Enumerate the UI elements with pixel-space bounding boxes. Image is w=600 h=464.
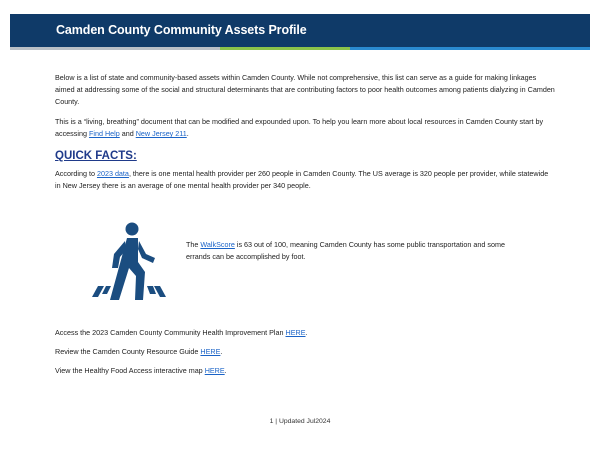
health-plan-line	[55, 327, 555, 339]
living-end-text: .	[186, 129, 189, 138]
header-stripe-gray	[10, 47, 220, 50]
data-2023-link[interactable]: 2023 data	[96, 169, 129, 178]
resource-guide-line	[55, 346, 555, 358]
living-and-text: and	[119, 129, 136, 138]
food-access-link[interactable]: HERE	[204, 366, 225, 375]
health-plan-link[interactable]: HERE	[285, 328, 306, 337]
health-plan-text: Access the 2023 Camden County Community Health Improvement Plan	[55, 328, 286, 337]
page-title: Camden County Community Assets Profile	[56, 23, 307, 37]
food-access-text: View the Healthy Food Access interactive map	[55, 366, 205, 375]
walkscore-before: The	[186, 240, 201, 249]
new-jersey-211-link[interactable]: New Jersey 211	[135, 129, 187, 138]
resource-guide-text: Review the Camden County Resource Guide	[55, 347, 201, 356]
walkscore-after: is 63 out of 100, meaning Camden County has some public transportation and some errands can be accomplished by foot.	[186, 240, 505, 261]
quick-facts-after: , there is one mental health provider per 260 people in Camden County. The US average is 320 people per provider, while statewide in New Jersey there is an average of one mental health provider per 340 people.	[55, 169, 549, 190]
walkscore-link[interactable]: WalkScore	[200, 240, 235, 249]
header-stripe-blue	[350, 47, 590, 50]
walkscore-paragraph	[186, 239, 526, 263]
health-plan-end: .	[305, 328, 308, 337]
food-access-end: .	[224, 366, 227, 375]
living-text: This is a “living, breathing” document that can be modified and expounded upon. To help you learn more about local resources in Camden County start by accessing	[55, 117, 544, 138]
quick-facts-paragraph	[55, 168, 555, 192]
page-footer: 1 | Updated Jul2024	[269, 418, 331, 425]
header-bar	[10, 14, 590, 47]
intro-text: Below is a list of state and community-based assets within Camden County. While not comprehensive, this list can serve as a guide for making linkages aimed at addressing some of the social and structural determinants that are contributing factors to poor health outcomes among patients dialyzing in Camden County.	[55, 73, 555, 106]
resource-guide-end: .	[220, 347, 223, 356]
intro-paragraph	[55, 72, 555, 108]
food-access-line	[55, 365, 555, 377]
resource-guide-link[interactable]: HERE	[200, 347, 221, 356]
quick-facts-before: According to	[55, 169, 97, 178]
find-help-link[interactable]: Find Help	[88, 129, 120, 138]
living-document-paragraph	[55, 116, 555, 140]
pedestrian-crosswalk-icon	[88, 222, 170, 304]
header-stripe-green	[220, 47, 350, 50]
quick-facts-heading: QUICK FACTS:	[55, 150, 137, 162]
